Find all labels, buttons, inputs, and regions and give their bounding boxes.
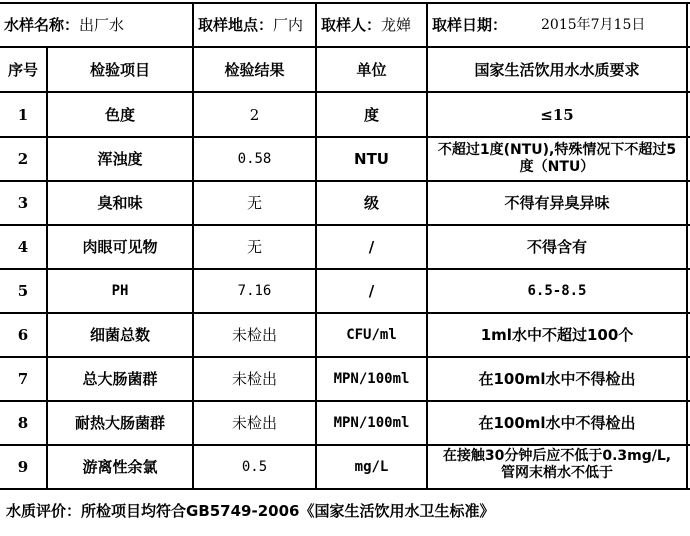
row-result: 7.16 (237, 283, 272, 299)
row-unit: / (368, 282, 375, 300)
row-result: 无 (246, 194, 262, 212)
location-cell (194, 4, 315, 46)
date-value: 2015年7月15日 (541, 17, 646, 33)
row-result: 2 (249, 105, 260, 124)
row-unit: 级 (363, 194, 379, 212)
row-result: 未检出 (231, 414, 277, 432)
location-label: 取样地点： (198, 16, 274, 34)
row-number: 5 (17, 282, 29, 300)
sample-name-cell (0, 4, 192, 46)
row-result: 未检出 (231, 326, 277, 344)
row-number: 4 (17, 238, 29, 256)
row-item: PH (111, 283, 129, 299)
row-item: 肉眼可见物 (82, 238, 158, 256)
column-header-item: 检验项目 (89, 60, 150, 79)
column-header-no: 序号 (7, 60, 38, 79)
row-item: 总大肠菌群 (82, 370, 158, 388)
water-quality-evaluation: 水质评价：所检项目均符合GB5749-2006《国家生活饮用水卫生标准》 (6, 502, 495, 520)
date-cell (428, 4, 686, 46)
row-unit: 度 (363, 105, 379, 124)
sampler-value: 龙婵 (381, 16, 412, 34)
column-header-result: 检验结果 (224, 60, 285, 79)
row-requirement: 在接触30分钟后应不低于0.3mg/L,管网末梢水不低于 (442, 448, 672, 481)
sample-name-label: 水样名称： (4, 16, 80, 34)
row-unit: NTU (354, 150, 389, 168)
row-result: 0.58 (237, 151, 272, 167)
row-requirement: ≤15 (540, 105, 574, 124)
row-requirement: 不得含有 (526, 238, 587, 256)
row-number: 3 (17, 194, 29, 212)
row-unit: / (368, 238, 375, 256)
row-unit: CFU/ml (346, 327, 397, 343)
row-result: 0.5 (241, 459, 268, 475)
row-number: 1 (17, 105, 29, 124)
row-item: 细菌总数 (89, 326, 150, 344)
row-requirement: 1ml水中不超过100个 (480, 326, 634, 344)
row-number: 6 (17, 326, 29, 344)
grid-line (686, 2, 688, 47)
row-item: 色度 (104, 105, 135, 124)
row-number: 9 (17, 458, 29, 476)
column-header-requirement: 国家生活饮用水水质要求 (474, 60, 640, 79)
column-header-unit: 单位 (356, 60, 387, 79)
row-requirement: 不超过1度(NTU),特殊情况下不超过5度（NTU） (437, 142, 677, 175)
sampler-cell (317, 4, 426, 46)
row-requirement: 6.5-8.5 (527, 283, 587, 299)
row-requirement: 在100ml水中不得检出 (478, 370, 636, 388)
row-unit: mg/L (354, 459, 389, 475)
row-item: 耐热大肠菌群 (74, 414, 165, 432)
location-value: 厂内 (273, 16, 304, 34)
row-requirement: 在100ml水中不得检出 (478, 414, 636, 432)
row-result: 未检出 (231, 370, 277, 388)
row-requirement: 不得有异臭异味 (504, 194, 610, 212)
row-item: 臭和味 (97, 194, 143, 212)
sampler-label: 取样人： (321, 16, 382, 34)
grid-line (686, 46, 688, 489)
row-number: 2 (17, 150, 29, 168)
row-result: 无 (246, 238, 262, 256)
row-number: 8 (17, 414, 29, 432)
row-number: 7 (17, 370, 29, 388)
date-label: 取样日期： (432, 16, 508, 34)
row-item: 游离性余氯 (82, 458, 158, 476)
row-item: 浑浊度 (97, 150, 143, 168)
row-unit: MPN/100ml (333, 371, 410, 387)
sample-name-value: 出厂水 (79, 16, 125, 34)
row-unit: MPN/100ml (333, 415, 410, 431)
